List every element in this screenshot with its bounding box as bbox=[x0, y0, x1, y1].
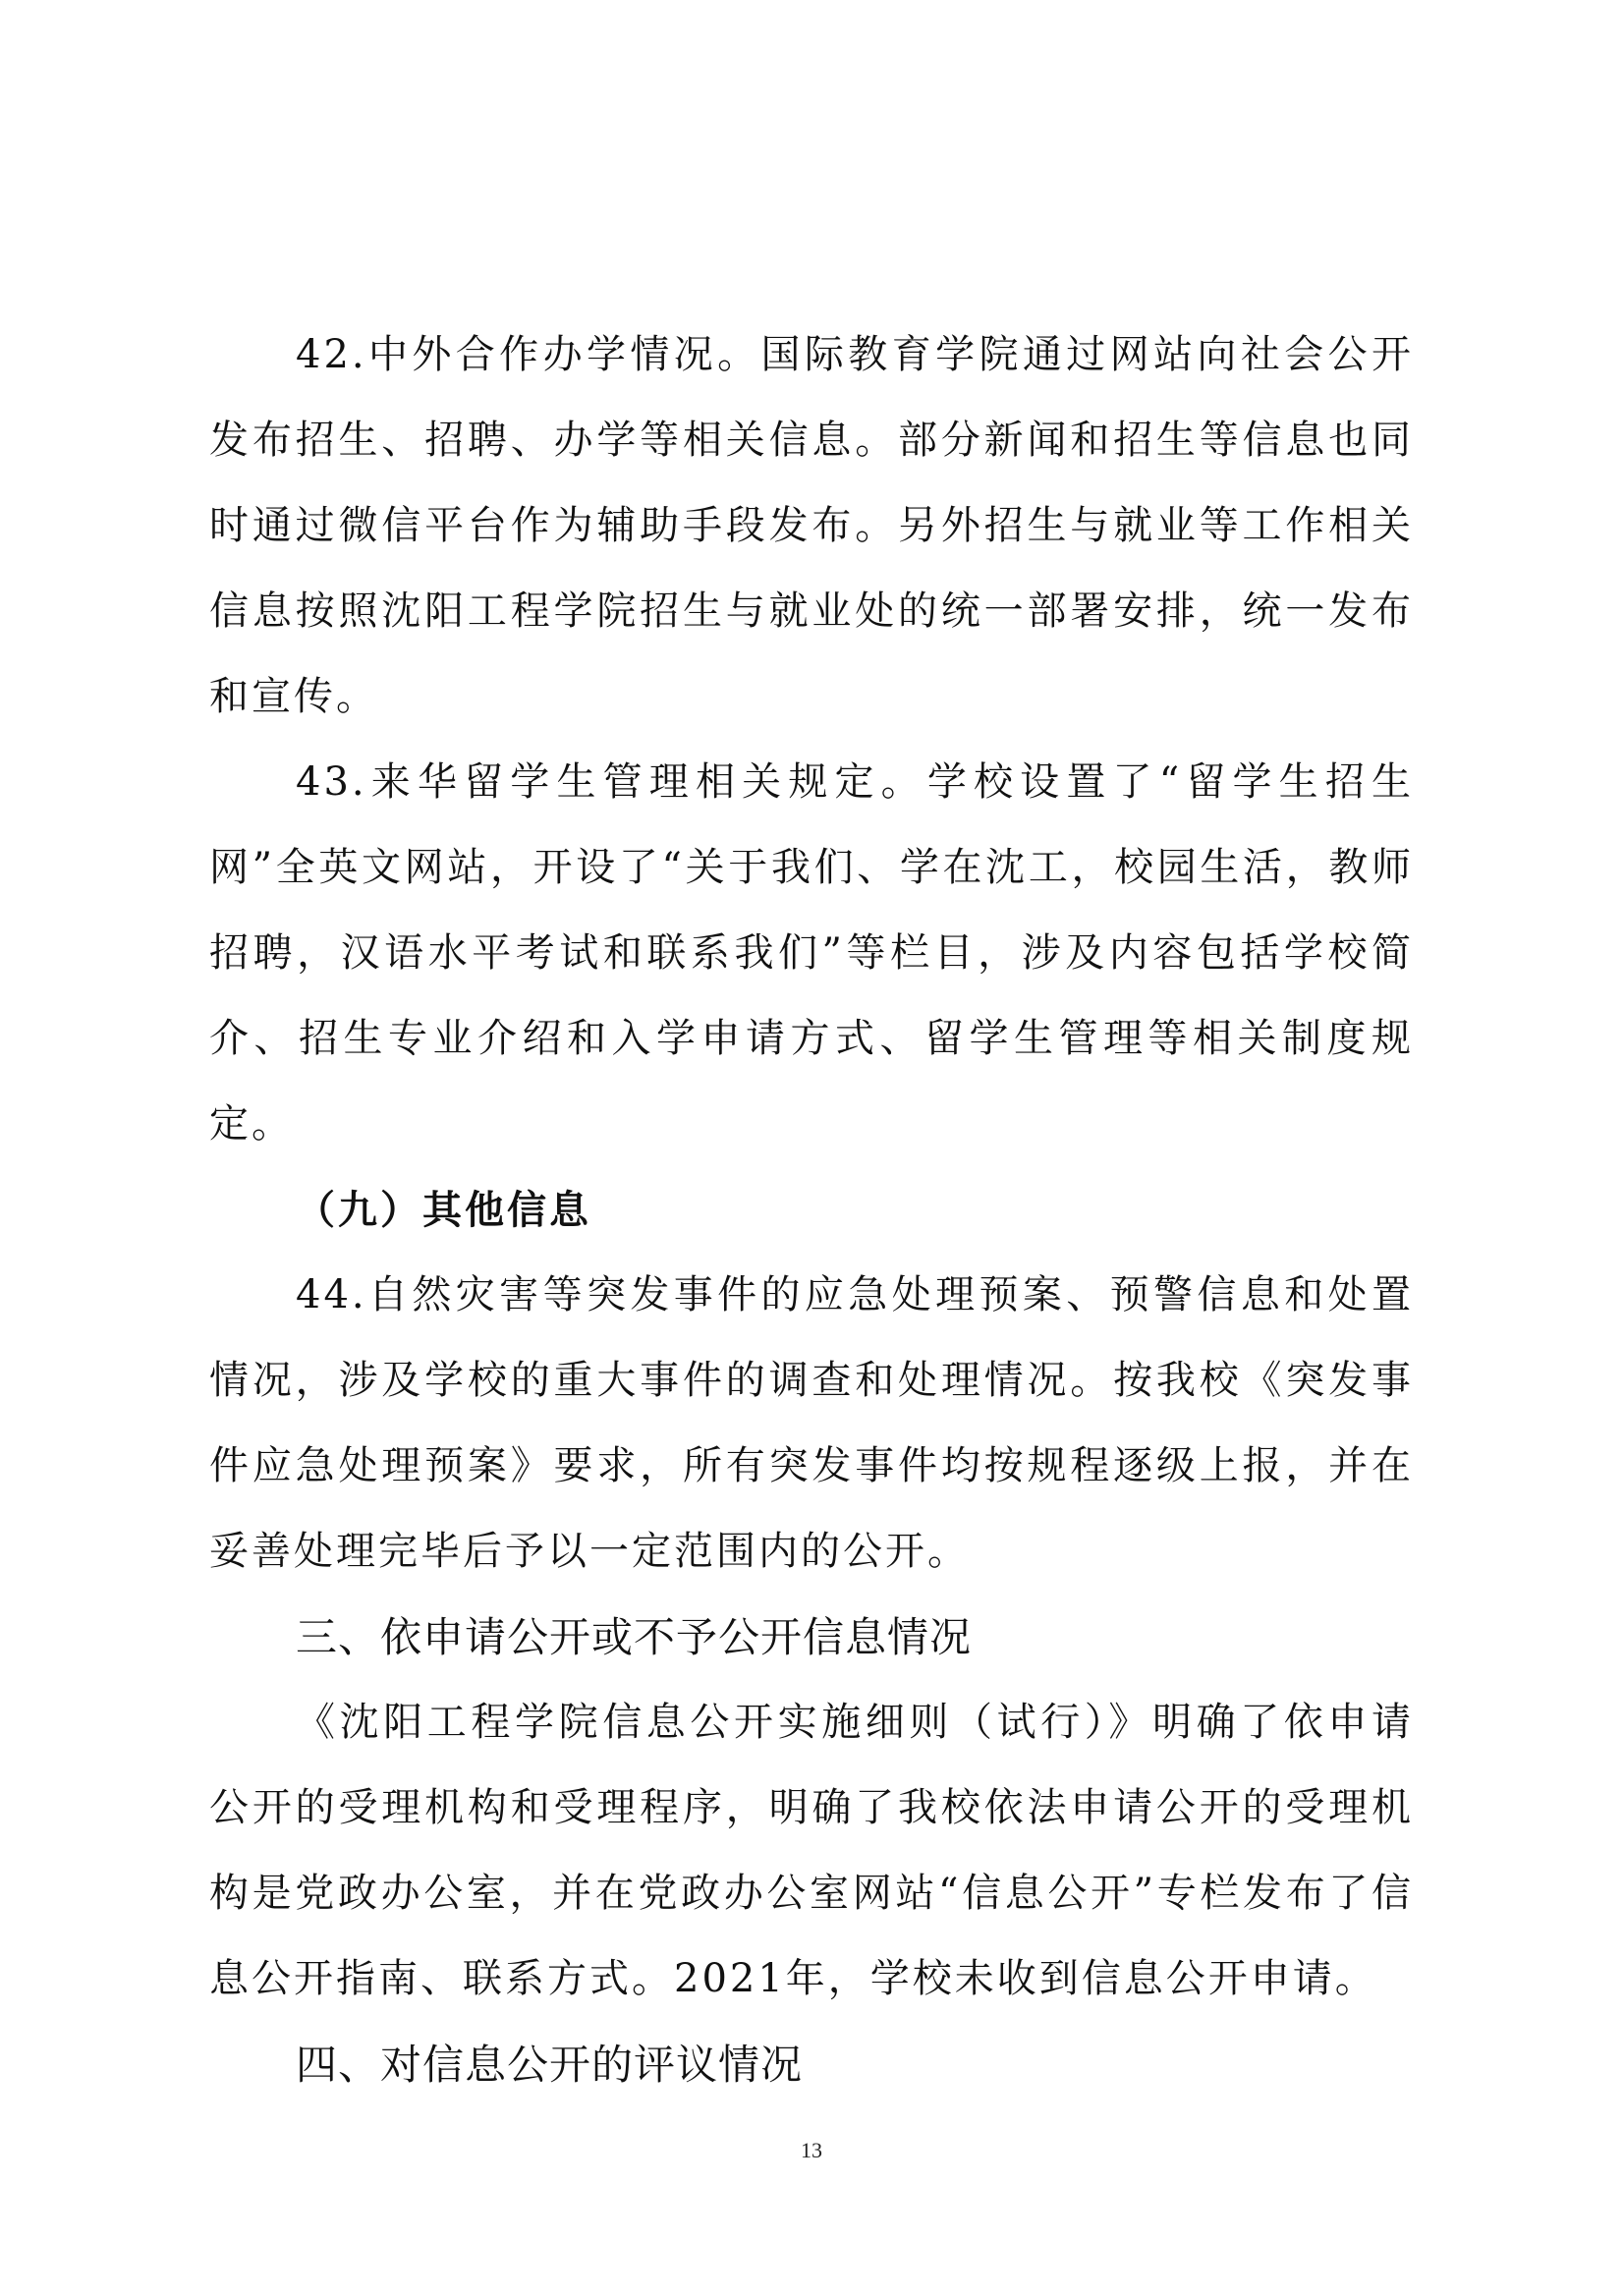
document-body bbox=[209, 312, 1414, 2107]
section-heading-4: 四、对信息公开的评议情况 bbox=[296, 2041, 804, 2089]
section-heading-3: 三、依申请公开或不予公开信息情况 bbox=[296, 1613, 973, 1661]
paragraph-section-3: 《沈阳工程学院信息公开实施细则（试行）》明确了依申请公开的受理机构和受理程序，明确了我校依法申请公开的受理机构是党政办公室，并在党政办公室网站“信息公开”专栏发布了信息公开指南、联系方式。2021年，学校未收到信息公开申请。 bbox=[209, 1700, 1414, 2001]
subheading-other-info: （九）其他信息 bbox=[296, 1187, 591, 1233]
paragraph-44: 44.自然灾害等突发事件的应急处理预案、预警信息和处置情况，涉及学校的重大事件的调查和处理情况。按我校《突发事件应急处理预案》要求，所有突发事件均按规程逐级上报，并在妥善处理完毕后予以一定范围内的公开。 bbox=[209, 1272, 1414, 1574]
page-number: 13 bbox=[801, 2138, 822, 2162]
paragraph-42: 42.中外合作办学情况。国际教育学院通过网站向社会公开发布招生、招聘、办学等相关信息。部分新闻和招生等信息也同时通过微信平台作为辅助手段发布。另外招生与就业等工作相关信息按照沈阳工程学院招生与就业处的统一部署安排，统一发布和宣传。 bbox=[209, 332, 1414, 719]
paragraph-43: 43.来华留学生管理相关规定。学校设置了“留学生招生网”全英文网站，开设了“关于我们、学在沈工，校园生活，教师招聘，汉语水平考试和联系我们”等栏目，涉及内容包括学校简介、招生专业介绍和入学申请方式、留学生管理等相关制度规定。 bbox=[209, 759, 1414, 1147]
